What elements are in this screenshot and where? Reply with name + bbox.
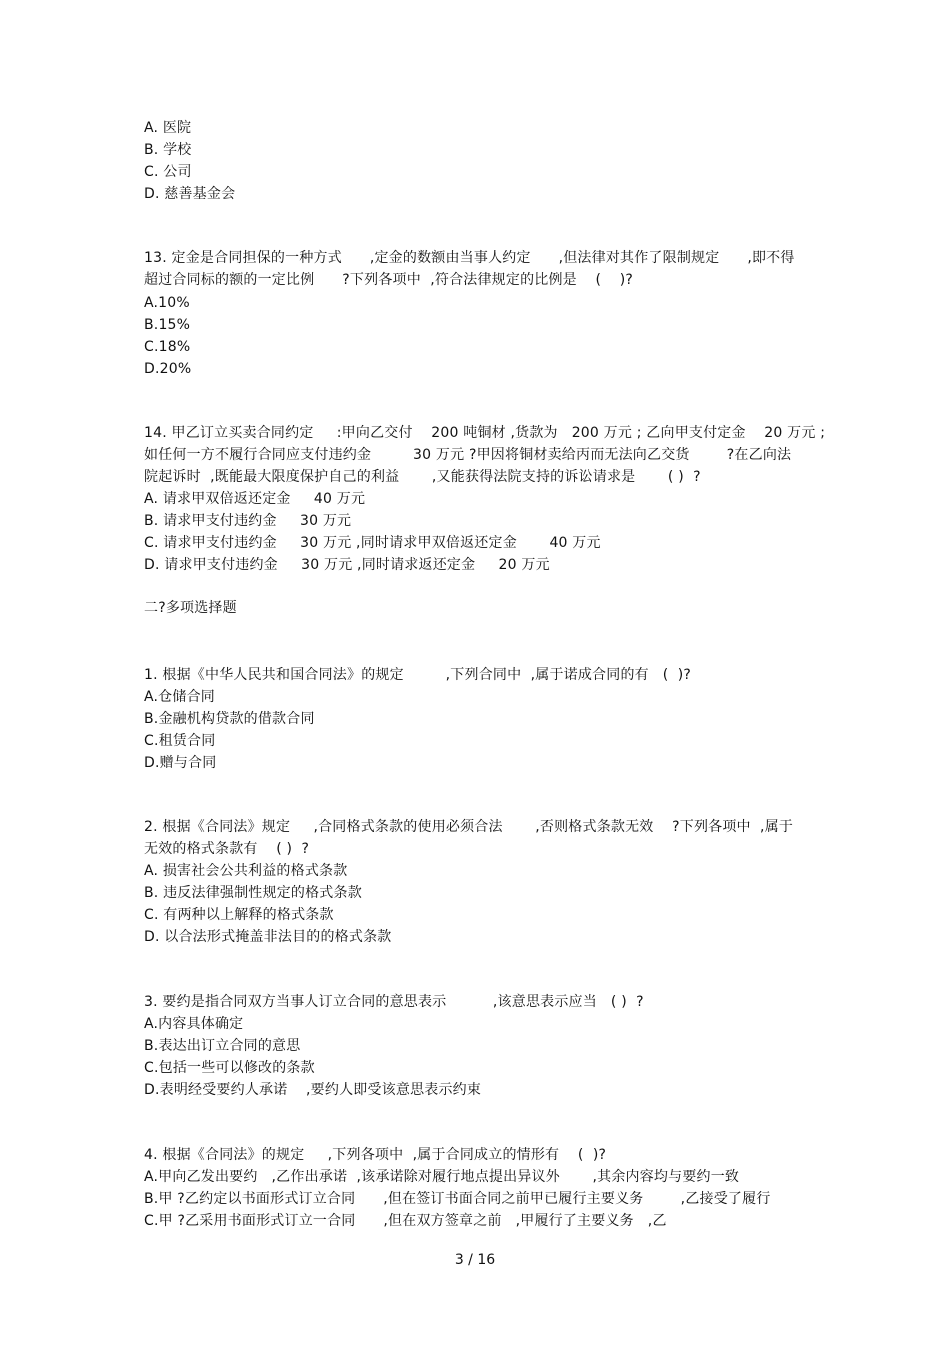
mc1-option-d: D.赠与合同: [144, 755, 217, 771]
section-heading-multiple-choice: 二?多项选择题: [144, 600, 237, 616]
mc4-option-c: C.甲 ?乙采用书面形式订立一合同 ,但在双方签章之前 ,甲履行了主要义务 ,乙: [144, 1213, 667, 1229]
q14-option-c: C. 请求甲支付违约金 30 万元 ,同时请求甲双倍返还定金 40 万元: [144, 535, 601, 551]
option-d-foundation: D. 慈善基金会: [144, 186, 236, 202]
mc4-option-b: B.甲 ?乙约定以书面形式订立合同 ,但在签订书面合同之前甲已履行主要义务 ,乙接受了履行: [144, 1191, 771, 1207]
mc1-option-a: A.仓储合同: [144, 689, 215, 705]
question-14-line-3: 院起诉时 ,既能最大限度保护自己的利益 ,又能获得法院支持的诉讼请求是 ( ) ?: [144, 469, 701, 485]
mc2-option-d: D. 以合法形式掩盖非法目的的格式条款: [144, 929, 392, 945]
mc-question-2-line-1: 2. 根据《合同法》规定 ,合同格式条款的使用必须合法 ,否则格式条款无效 ?下列各项中 ,属于: [144, 819, 794, 835]
q13-option-a: A.10%: [144, 295, 190, 311]
question-14-line-1: 14. 甲乙订立买卖合同约定 :甲向乙交付 200 吨铜材 ,货款为 200 万元 ; 乙向甲支付定金 20 万元 ;: [144, 425, 826, 441]
q14-option-d: D. 请求甲支付违约金 30 万元 ,同时请求返还定金 20 万元: [144, 557, 550, 573]
mc2-option-b: B. 违反法律强制性规定的格式条款: [144, 885, 362, 901]
question-14-line-2: 如任何一方不履行合同应支付违约金 30 万元 ?甲因将铜材卖给丙而无法向乙交货 ?在乙向法: [144, 447, 792, 463]
q14-option-b: B. 请求甲支付违约金 30 万元: [144, 513, 352, 529]
q13-option-b: B.15%: [144, 317, 191, 333]
mc-question-1: 1. 根据《中华人民共和国合同法》的规定 ,下列合同中 ,属于诺成合同的有 ( )?: [144, 667, 692, 683]
q13-option-d: D.20%: [144, 361, 192, 377]
mc3-option-a: A.内容具体确定: [144, 1016, 244, 1032]
q13-option-c: C.18%: [144, 339, 191, 355]
mc1-option-c: C.租赁合同: [144, 733, 216, 749]
mc-question-3: 3. 要约是指合同双方当事人订立合同的意思表示 ,该意思表示应当 ( ) ?: [144, 994, 644, 1010]
mc-question-4: 4. 根据《合同法》的规定 ,下列各项中 ,属于合同成立的情形有 ( )?: [144, 1147, 607, 1163]
page-number: 3 / 16: [454, 1252, 496, 1268]
mc3-option-c: C.包括一些可以修改的条款: [144, 1060, 315, 1076]
mc-question-2-line-2: 无效的格式条款有 ( ) ?: [144, 841, 310, 857]
question-13-line-2: 超过合同标的额的一定比例 ?下列各项中 ,符合法律规定的比例是 ( )?: [144, 272, 634, 288]
option-a-hospital: A. 医院: [144, 120, 192, 136]
option-b-school: B. 学校: [144, 142, 192, 158]
mc3-option-b: B.表达出订立合同的意思: [144, 1038, 301, 1054]
mc3-option-d: D.表明经受要约人承诺 ,要约人即受该意思表示约束: [144, 1082, 482, 1098]
q14-option-a: A. 请求甲双倍返还定金 40 万元: [144, 491, 366, 507]
mc2-option-c: C. 有两种以上解释的格式条款: [144, 907, 334, 923]
mc2-option-a: A. 损害社会公共利益的格式条款: [144, 863, 348, 879]
mc1-option-b: B.金融机构贷款的借款合同: [144, 711, 315, 727]
option-c-company: C. 公司: [144, 164, 192, 180]
question-13-line-1: 13. 定金是合同担保的一种方式 ,定金的数额由当事人约定 ,但法律对其作了限制规定 ,即不得: [144, 250, 795, 266]
mc4-option-a: A.甲向乙发出要约 ,乙作出承诺 ,该承诺除对履行地点提出异议外 ,其余内容均与要约一致: [144, 1169, 740, 1185]
